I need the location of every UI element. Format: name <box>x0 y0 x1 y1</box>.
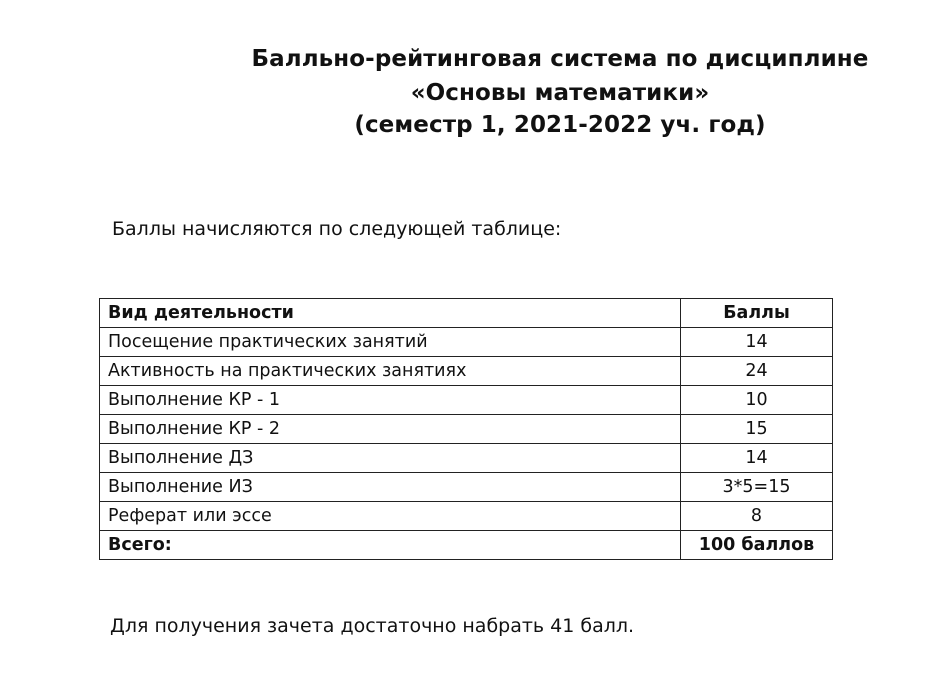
table-total-row <box>100 531 833 560</box>
total-label-cell: Всего: <box>100 531 681 560</box>
activity-cell: Активность на практических занятиях <box>100 357 681 386</box>
activity-cell: Реферат или эссе <box>100 502 681 531</box>
activity-cell: Выполнение КР - 2 <box>100 415 681 444</box>
activity-cell: Выполнение ИЗ <box>100 473 681 502</box>
page-title-line-3: (семестр 1, 2021-2022 уч. год) <box>354 112 766 138</box>
table-header-row <box>100 299 833 328</box>
activity-cell: Выполнение КР - 1 <box>100 386 681 415</box>
table-row <box>100 328 833 357</box>
table-row <box>100 415 833 444</box>
table-row <box>100 386 833 415</box>
points-table <box>99 298 833 560</box>
table-row <box>100 473 833 502</box>
table-row <box>100 357 833 386</box>
points-cell: 24 <box>681 357 833 386</box>
column-header-points: Баллы <box>681 299 833 328</box>
intro-text: Баллы начисляются по следующей таблице: <box>112 218 562 240</box>
page-title-line-2: «Основы математики» <box>410 80 710 106</box>
points-cell: 14 <box>681 444 833 473</box>
points-cell: 14 <box>681 328 833 357</box>
points-cell: 3*5=15 <box>681 473 833 502</box>
page-title-line-1: Балльно-рейтинговая система по дисциплине <box>251 46 869 72</box>
activity-cell: Посещение практических занятий <box>100 328 681 357</box>
footer-note: Для получения зачета достаточно набрать 41 балл. <box>110 615 635 637</box>
table-row <box>100 444 833 473</box>
activity-cell: Выполнение ДЗ <box>100 444 681 473</box>
column-header-activity: Вид деятельности <box>100 299 681 328</box>
points-cell: 15 <box>681 415 833 444</box>
table-row <box>100 502 833 531</box>
total-points-cell: 100 баллов <box>681 531 833 560</box>
points-cell: 10 <box>681 386 833 415</box>
points-cell: 8 <box>681 502 833 531</box>
